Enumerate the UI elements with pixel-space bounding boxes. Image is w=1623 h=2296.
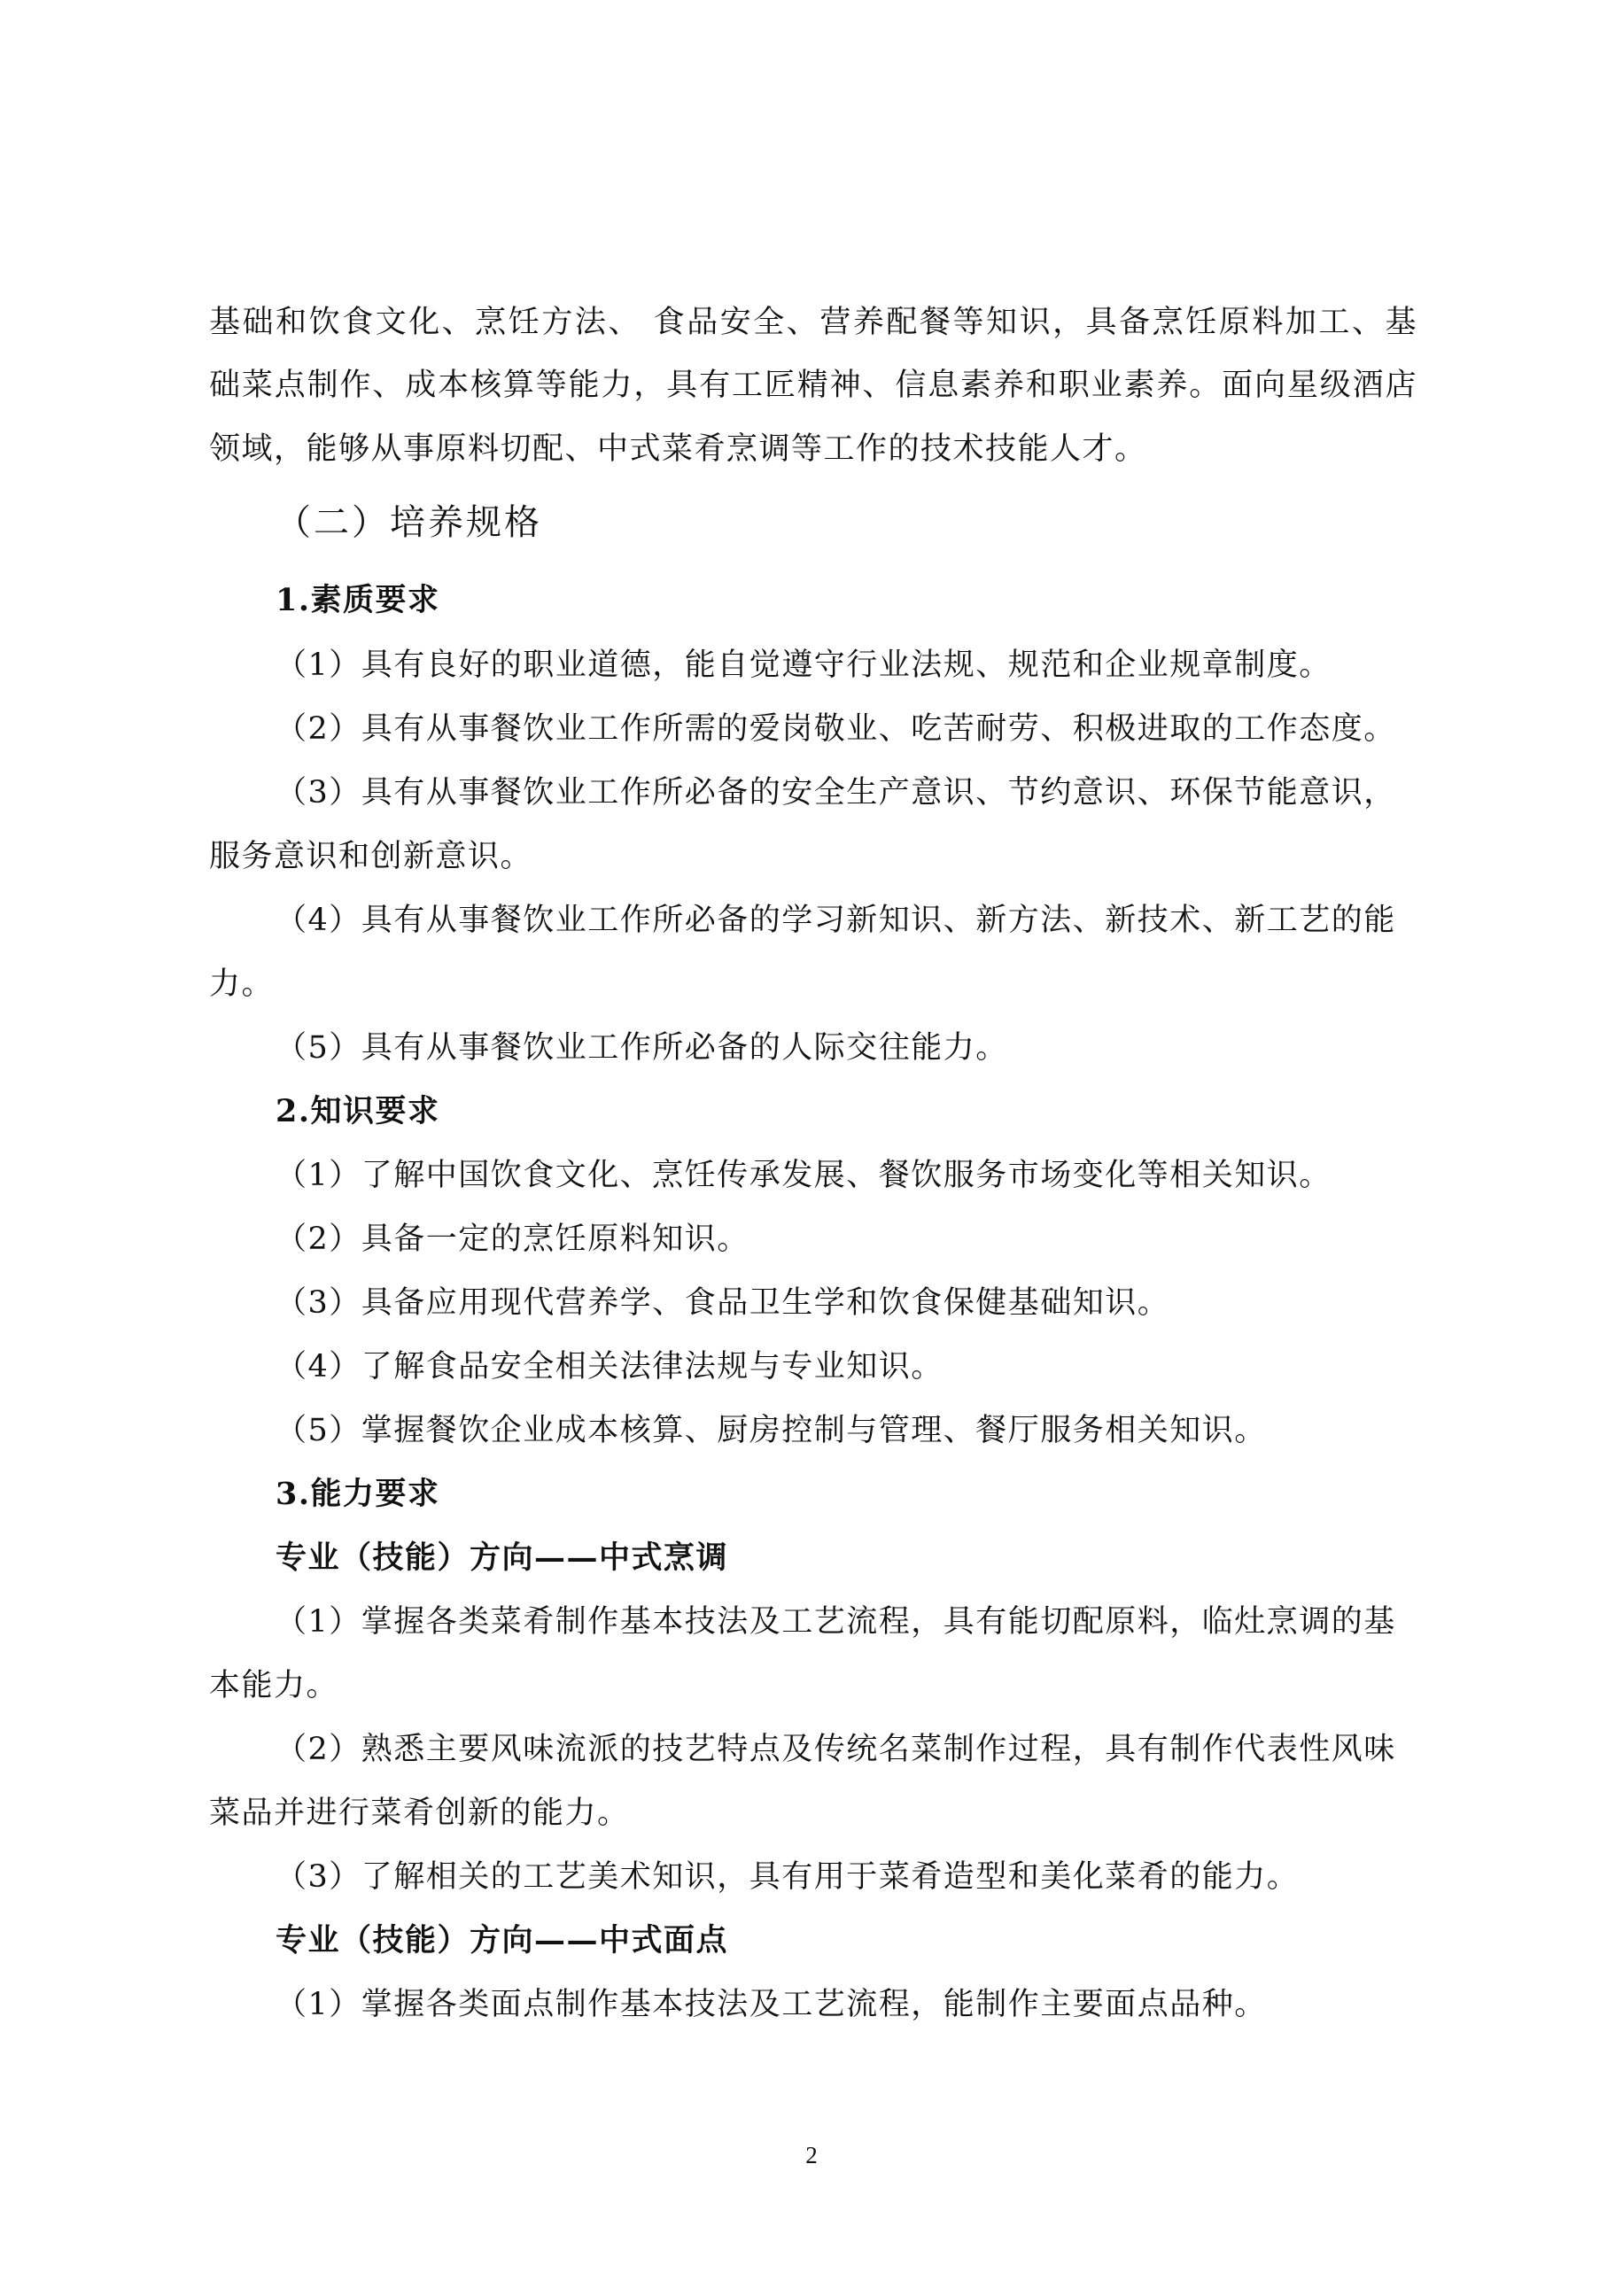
pastry-item: （1）掌握各类面点制作基本技法及工艺流程，能制作主要面点品种。 bbox=[276, 1987, 1267, 2022]
quality-item: （3）具有从事餐饮业工作所必备的安全生产意识、节约意识、环保节能意识， bbox=[276, 775, 1396, 811]
section-title: （二）培养规格 bbox=[276, 502, 542, 543]
cooking-item: （1）掌握各类菜肴制作基本技法及工艺流程，具有能切配原料，临灶烹调的基 bbox=[276, 1604, 1396, 1640]
ability-heading: 3.能力要求 bbox=[276, 1476, 440, 1512]
knowledge-item: （4）了解食品安全相关法律法规与专业知识。 bbox=[276, 1349, 944, 1385]
page-number: 2 bbox=[805, 2142, 818, 2168]
intro-line: 领域，能够从事原料切配、中式菜肴烹调等工作的技术技能人才。 bbox=[209, 431, 1147, 467]
knowledge-item: （2）具备一定的烹饪原料知识。 bbox=[276, 1222, 749, 1257]
knowledge-item: （5）掌握餐饮企业成本核算、厨房控制与管理、餐厅服务相关知识。 bbox=[276, 1413, 1267, 1448]
quality-item: （1）具有良好的职业道德，能自觉遵守行业法规、规范和企业规章制度。 bbox=[276, 648, 1332, 683]
knowledge-item: （3）具备应用现代营养学、食品卫生学和饮食保健基础知识。 bbox=[276, 1285, 1170, 1321]
pastry-direction-heading: 专业（技能）方向——中式面点 bbox=[276, 1922, 729, 1959]
quality-item-continued: 服务意识和创新意识。 bbox=[209, 839, 533, 874]
intro-line: 础菜点制作、成本核算等能力，具有工匠精神、信息素养和职业素养。面向星级酒店 bbox=[209, 368, 1417, 403]
cooking-direction-heading: 专业（技能）方向——中式烹调 bbox=[276, 1540, 729, 1576]
cooking-item: （2）熟悉主要风味流派的技艺特点及传统名菜制作过程，具有制作代表性风味 bbox=[276, 1732, 1396, 1767]
knowledge-heading: 2.知识要求 bbox=[276, 1093, 440, 1129]
quality-item: （2）具有从事餐饮业工作所需的爱岗敬业、吃苦耐劳、积极进取的工作态度。 bbox=[276, 711, 1396, 747]
intro-line: 基础和饮食文化、烹饪方法、 食品安全、营养配餐等知识，具备烹饪原料加工、基 bbox=[209, 305, 1417, 340]
cooking-item-continued: 本能力。 bbox=[209, 1668, 339, 1703]
quality-item: （5）具有从事餐饮业工作所必备的人际交往能力。 bbox=[276, 1030, 1008, 1066]
knowledge-item: （1）了解中国饮食文化、烹饪传承发展、餐饮服务市场变化等相关知识。 bbox=[276, 1158, 1332, 1193]
quality-heading: 1.素质要求 bbox=[276, 582, 440, 618]
cooking-item: （3）了解相关的工艺美术知识，具有用于菜肴造型和美化菜肴的能力。 bbox=[276, 1859, 1300, 1895]
quality-item-continued: 力。 bbox=[209, 966, 275, 1002]
cooking-item-continued: 菜品并进行菜肴创新的能力。 bbox=[209, 1796, 630, 1831]
quality-item: （4）具有从事餐饮业工作所必备的学习新知识、新方法、新技术、新工艺的能 bbox=[276, 903, 1396, 938]
